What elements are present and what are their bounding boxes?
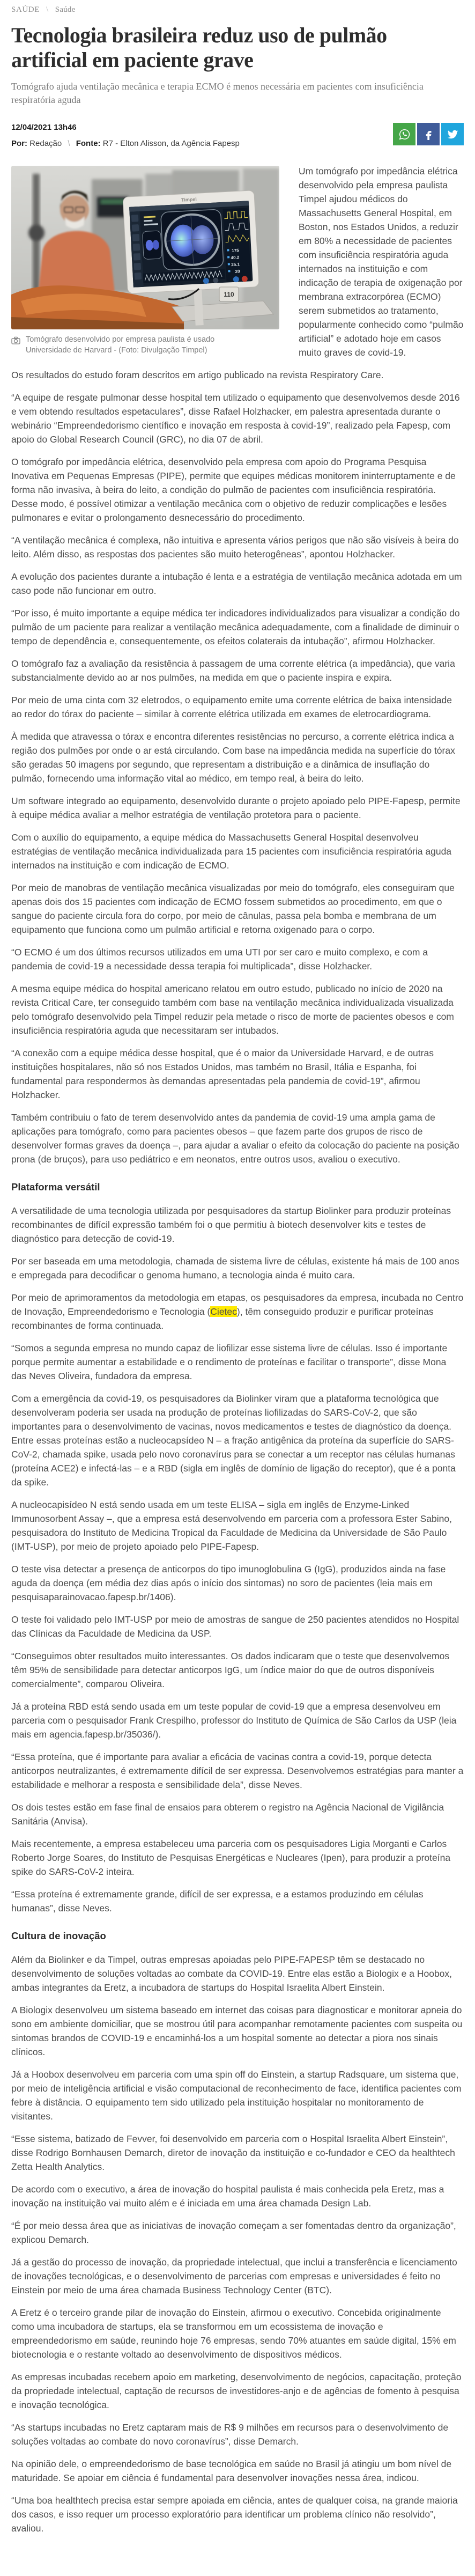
article-paragraph <box>11 2457 464 2485</box>
paragraph-text: “Essa proteína, que é importante para avaliar a eficácia de vacinas contra a covid-19, porque detecta anticorpos neutralizantes, é extremamente difícil de ser expressa. Desenvolvemos estratégias para manter a estabilidade e melhorar a resposta e sensibilidade dela”, disse Neves. <box>11 1751 464 1791</box>
article-paragraph <box>11 2420 464 2448</box>
paragraph-text: Na opinião dele, o empreendedorismo de base tecnológica em saúde no Brasil já atingiu um bom nível de maturidade. Se apoiar em ciência é fundamental para desenvolver inovações nessa área, indicou. <box>11 2459 452 2484</box>
paragraph-text: “Conseguimos obter resultados muito interessantes. Os dados indicaram que o teste que desenvolvemos têm 95% de sensibilidade para detectar anticorpos IgG, um índice maior do que de outros disponíveis comercialmente”, comparou Oliveira. <box>11 1651 450 1690</box>
paragraph-text: As empresas incubadas recebem apoio em marketing, desenvolvimento de negócios, capacitação, proteção da propriedade intelectual, captação de recursos de investidores-anjo e de agências de fomento à pesquisa e inovação tecnológica. <box>11 2372 462 2411</box>
page-title: Tecnologia brasileira reduz uso de pulmão artificial em paciente grave <box>11 23 387 72</box>
article-paragraph <box>11 1649 464 1691</box>
article-paragraph <box>11 2370 464 2412</box>
article-paragraph <box>11 2306 464 2361</box>
paragraph-text: “Uma boa healthtech precisa estar sempre apoiada em ciência, antes de qualquer coisa, na grande maioria dos casos, e isso requer um processo exploratório para identificar um problema clínico não resolvido”, avaliou. <box>11 2495 458 2534</box>
paragraph-text: Um tomógrafo por impedância elétrica desenvolvido pela empresa paulista Timpel ajudou médicos do Massachusetts General Hospital, em Boston, nos Estados Unidos, a reduzir em 80% a necessidade de pacientes com insuficiência respiratória aguda internados na instituição e com indicação de terapia de oxigenação por membrana extracorpórea (ECMO) serem submetidos ao tratamento, popularmente conhecido como “pulmão artificial” e adotado hoje em casos muito graves de covid-19. <box>299 166 464 358</box>
article-paragraph <box>11 570 464 598</box>
share-buttons <box>393 123 464 145</box>
paragraph-text: Além da Biolinker e da Timpel, outras empresas apoiadas pelo PIPE-FAPESP têm se destacado no desenvolvimento de soluções voltadas ao combate da COVID-19. Entre elas estão a Biologix e a Hoobox, ambas integrantes da Eretz, a incubadora de startups do Hospital Israelita Albert Einstein. <box>11 1954 452 1993</box>
machine-label-text: 110 <box>224 291 234 299</box>
article-paragraph <box>11 1498 464 1554</box>
article-paragraph <box>11 1887 464 1915</box>
article-paragraph <box>11 2182 464 2210</box>
paragraph-text: A mesma equipe médica do hospital americano relatou em outro estudo, publicado no início de 2020 na revista Critical Care, ter conseguido também com base na ventilação mecânica individualizada visualizada pelo tomógrafo desenvolvido pela Timpel reduzir pela metade o risco de morte de pacientes obesos e com insuficiência respiratória aguda que necessitaram ser intubados. <box>11 983 454 1036</box>
monitor-reading-1: 175 <box>231 248 239 254</box>
monitor-reading-3: 25.1 <box>231 262 240 268</box>
byline-source: R7 - Elton Alisson, da Agência Fapesp <box>102 139 240 149</box>
paragraph-text: A nucleocapisídeo N está sendo usada em um teste ELISA – sigla em inglês de Enzyme-Linked Immunosorbent Assay –, que a empresa está desenvolvendo em parceria com a professora Ester Sabino, pesquisadora do Instituto de Medicina Tropical da Faculdade de Medicina da Universidade de São Paulo (IMT-USP), por meio de projeto apoiado pelo PIPE-Fapesp. <box>11 1499 452 1552</box>
article-paragraph <box>11 1110 464 1166</box>
paragraph-text: “O ECMO é um dos últimos recursos utilizados em uma UTI por ser caro e muito complexo, e com a pandemia de covid-19 a necessidade dessa terapia foi multiplicada”, disse Holzhacker. <box>11 947 428 972</box>
article-photo <box>11 166 279 329</box>
paragraph-text: Por meio de uma cinta com 32 eletrodos, o equipamento emite uma corrente elétrica de baixa intensidade ao redor do tórax do paciente – similar à corrente elétrica utilizada em exames de eletrocardiograma. <box>11 695 452 720</box>
article-body <box>11 164 464 2544</box>
share-twitter-button[interactable] <box>441 123 464 145</box>
paragraph-text: “A ventilação mecânica é complexa, não intuitiva e apresenta vários perigos que não são visíveis à beira do leito. Além disso, as respostas dos pacientes são muito heterogêneas”, apontou Holzhacker. <box>11 535 459 560</box>
article-paragraph <box>11 1953 464 1994</box>
paragraph-text: O tomógrafo faz a avaliação da resistência à passagem de uma corrente elétrica (a impedância), que varia substancialmente devido ao ar nos pulmões, na medida em que o paciente inspira e expira. <box>11 658 455 683</box>
article-paragraph <box>11 2003 464 2059</box>
camera-icon <box>11 336 20 344</box>
article-paragraph <box>11 1699 464 1741</box>
paragraph-text: O tomógrafo por impedância elétrica, desenvolvido pela empresa com apoio do Programa Pesquisa Inovativa em Pequenas Empresas (PIPE), permite que equipes médicas monitorem ininterruptamente e de forma não invasiva, à beira do leito, a condição do pulmão de pacientes com insuficiência respiratória. Desse modo, é possível otimizar a ventilação mecânica com o objetivo de reduzir complicações e lesões pulmonares e evitar o prolongamento desnecessário do procedimento. <box>11 457 456 524</box>
whatsapp-icon <box>399 129 410 140</box>
article-paragraph <box>11 881 464 937</box>
article-content <box>11 164 464 2535</box>
paragraph-text: A versatilidade de uma tecnologia utilizada por pesquisadores da startup Biolinker para produzir proteínas recombinantes de difícil expressão também foi o que permitiu à biotech desenvolver kits e testes de diagnóstico para detecção de covid-19. <box>11 1205 451 1245</box>
article-paragraph <box>11 391 464 446</box>
paragraph-text: “Somos a segunda empresa no mundo capaz de liofilizar esse sistema livre de células. Isso é importante porque permite aumentar a estabilidade e o rendimento de proteínas e facilitar o transporte”, disse Mona das Neves Oliveira, fundadora da empresa. <box>11 1343 448 1382</box>
paragraph-text: À medida que atravessa o tórax e encontra diferentes resistências no percurso, a corrente elétrica indica a região dos pulmões por onde o ar está circulando. Com base na impedância medida na superfície do tórax são geradas 50 imagens por segundo, que representam a distribuição e a dinâmica de insuflação do pulmão, fornecendo uma informação vital ao médico, em tempo real, à beira do leito. <box>11 731 455 784</box>
article-paragraph <box>11 830 464 872</box>
monitor-reading-2: 40.2 <box>231 255 240 261</box>
share-facebook-button[interactable] <box>417 123 440 145</box>
article-paragraph <box>11 2255 464 2297</box>
byline <box>11 139 240 148</box>
meta-left <box>11 123 240 148</box>
article-figure <box>11 166 279 356</box>
paragraph-text: Por ser baseada em uma metodologia, chamada de sistema livre de células, existente há mais de 100 anos e empregada para decodificar o genoma humano, a tecnologia ainda é muito cara. <box>11 1256 459 1281</box>
paragraph-text: O teste foi validado pelo IMT-USP por meio de amostras de sangue de 250 pacientes atendidos no Hospital das Clínicas da Faculdade de Medicina da USP. <box>11 1614 459 1639</box>
paragraph-text: De acordo com o executivo, a área de inovação do hospital paulista é mais conhecida pela Eretz, mas a inovação na instituição vai muito além e é iniciada em uma área chamada Design Lab. <box>11 2184 444 2209</box>
article-paragraph <box>11 1562 464 1604</box>
paragraph-text: Os dois testes estão em fase final de ensaios para obterem o registro na Agência Nacional de Vigilância Sanitária (Anvisa). <box>11 1802 444 1827</box>
paragraph-text: O teste visa detectar a presença de anticorpos do tipo imunoglobulina G (IgG), produzidos ainda na fase aguda da doença (em média dez dias após o início dos sintomas) no soro de pacientes (leia mais em pesquisaparainovacao.fapesp.br/1406). <box>11 1564 446 1603</box>
paragraph-text: Por meio de aprimoramentos da metodologia em etapas, os pesquisadores da empresa, incubada no Centro de Inovação, Empreendedorismo e Tecnologia ( <box>11 1292 464 1318</box>
article-paragraph <box>11 533 464 561</box>
breadcrumb-subsection[interactable]: Saúde <box>55 5 76 14</box>
article-paragraph <box>11 1204 464 1246</box>
breadcrumb <box>11 5 464 14</box>
section-heading: Cultura de inovação <box>11 1930 106 1942</box>
share-whatsapp-button[interactable] <box>393 123 415 145</box>
article-paragraph <box>11 368 464 382</box>
article-paragraph <box>11 2067 464 2123</box>
byline-por-label: Por: <box>11 139 27 149</box>
paragraph-text: “As startups incubadas no Eretz captaram mais de R$ 9 milhões em recursos para o desenvolvimento de soluções voltadas ao combate do novo coronavírus”, disse Demarch. <box>11 2422 449 2447</box>
article-paragraph <box>11 2132 464 2174</box>
paragraph-text: Por meio de manobras de ventilação mecânica visualizadas por meio do tomógrafo, eles conseguiram que apenas dois dos 15 pacientes com indicação de ECMO fossem submetidos ao procedimento, em que o sangue do paciente circula fora do corpo, por meio de cânulas, passa pela bomba e membrana de um equipamento que funciona como um pulmão artificial e retorna oxigenado para o corpo. <box>11 882 455 936</box>
article-paragraph <box>11 982 464 1037</box>
article-paragraph <box>11 1291 464 1333</box>
byline-fonte-label: Fonte: <box>76 139 101 149</box>
article-paragraph <box>11 606 464 648</box>
article-paragraph <box>11 1837 464 1879</box>
article-paragraph <box>11 1341 464 1383</box>
article-paragraph <box>11 1800 464 1828</box>
article-meta <box>11 123 464 148</box>
paragraph-text: A Biologix desenvolveu um sistema baseado em internet das coisas para diagnosticar e monitorar apneia do sono em ambiente domiciliar, que se mostrou útil para acompanhar remotamente pacientes com suspeita ou sintomas brandos de COVID-19 e encaminhá-los a um hospital somente ao detectar a piora nos sinais clínicos. <box>11 2005 463 2058</box>
paragraph-text: “Por isso, é muito importante a equipe médica ter indicadores individualizados para visualizar a condição do pulmão de um paciente para realizar a ventilação mecânica adequadamente, com a finalidade de diminuir o tempo de dependência e, consequentemente, os efeitos colaterais da intubação”, afirmou Holzhacker. <box>11 608 460 647</box>
photo-caption <box>11 335 253 356</box>
byline-author: Redação <box>29 139 62 149</box>
paragraph-text: A evolução dos pacientes durante a intubação é lenta e a estratégia de ventilação mecânica adotada em um caso pode não funcionar em outro. <box>11 571 462 597</box>
paragraph-text: ), têm conseguido produzir e purificar proteínas recombinantes de forma continuada. <box>11 1306 434 1331</box>
article-paragraph <box>11 1254 464 1282</box>
article-paragraph <box>11 794 464 822</box>
article-paragraph <box>11 693 464 721</box>
monitor-brand-label: Timpel <box>181 196 197 203</box>
paragraph-text: Mais recentemente, a empresa estabeleceu uma parceria com os pesquisadores Ligia Morganti e Carlos Roberto Jorge Soares, do Instituto de Pesquisas Energéticas e Nucleares (Ipen), para produzir a proteína spike do SARS-CoV-2 inteira. <box>11 1838 451 1878</box>
article-paragraph <box>11 730 464 785</box>
article-paragraph <box>11 1392 464 1489</box>
paragraph-text: Um software integrado ao equipamento, desenvolvido durante o projeto apoiado pelo PIPE-Fapesp, permite à equipe médica avaliar a melhor estratégia de ventilação protetora para o paciente. <box>11 796 461 821</box>
facebook-icon <box>423 129 434 140</box>
paragraph-text: Também contribuiu o fato de terem desenvolvido antes da pandemia de covid-19 uma ampla gama de aplicações para tomógrafo, como para pacientes obesos – que fazem parte dos grupos de risco de desenvolver formas graves da doença –, para ajudar a avaliar o efeito da colocação do paciente na posição prona (de bruços), para uso pediátrico e em neonatos, entre outros usos, avaliou o executivo. <box>11 1112 459 1165</box>
breadcrumb-separator: \ <box>46 5 49 14</box>
paragraph-text: “É por meio dessa área que as iniciativas de inovação começam a ser fomentadas dentro da organização”, explicou Demarch. <box>11 2220 456 2246</box>
paragraph-text: Os resultados do estudo foram descritos em artigo publicado na revista Respiratory Care. <box>11 370 384 381</box>
article-paragraph <box>11 2219 464 2247</box>
article-paragraph <box>11 945 464 973</box>
photo-caption-text: Tomógrafo desenvolvido por empresa paulista é usado Universidade de Harvard - (Foto: Divulgação Timpel) <box>26 335 215 355</box>
paragraph-text: “Esse sistema, batizado de Fevver, foi desenvolvido em parceria com o Hospital Israelita Albert Einstein”, disse Rodrigo Bornhausen Demarch, diretor de inovação da instituição e co-fundador e CEO da healthtech Zetta Health Analytics. <box>11 2133 455 2173</box>
paragraph-text: Com a emergência da covid-19, os pesquisadores da Biolinker viram que a plataforma tecnológica que desenvolveram poderia ser usada na produção de proteínas liofilizadas do SARS-CoV-2, que são importantes para o desenvolvimento de vacinas, novos medicamentos e testes de diagnóstico da doença. Entre essas proteínas estão a nucleocapsídeo N – a fração antigênica da proteína da superfície do SARS-CoV-2, chamada spike, usada pelo novo coronavírus para se conectar a um receptor nas células humanas (proteína ACE2) e infectá-las – e a RBD (sigla em inglês de domínio de ligação do receptor), que é a ponta da spike. <box>11 1393 456 1488</box>
article-subtitle: Tomógrafo ajuda ventilação mecânica e terapia ECMO é menos necessária em pacientes com insuficiência respiratória aguda <box>11 81 424 106</box>
article-paragraph <box>11 2493 464 2535</box>
paragraph-text: “A conexão com a equipe médica desse hospital, que é o maior da Universidade Harvard, e de outras instituições hospitalares, não só nos Estados Unidos, mas também no Brasil, Itália e Espanha, foi fundamental para respondermos às demandas apresentadas pela pandemia de covid-19”, afirmou Holzhacker. <box>11 1048 434 1101</box>
paragraph-text: A Eretz é o terceiro grande pilar de inovação do Einstein, afirmou o executivo. Concebida originalmente como uma incubadora de startups, ela se transformou em um ecossistema de inovação e empreendedorismo em saúde, reunindo hoje 76 empresas, sendo 70% atuantes em saúde digital, 15% em biotecnologia e o restante voltado ao desenvolvimento de dispositivos médicos. <box>11 2307 456 2360</box>
paragraph-text: Já a gestão do processo de inovação, da propriedade intelectual, que inclui a transferência e licenciamento de inovações tecnológicas, e o desenvolvimento de parcerias com empresas e universidades é feito no Einstein por meio de uma área chamada Business Technology Center (BTC). <box>11 2257 457 2296</box>
byline-separator: \ <box>68 139 70 149</box>
article-paragraph <box>11 1046 464 1102</box>
paragraph-text: “Essa proteína é extremamente grande, difícil de ser expressa, e a estamos produzindo em células humanas”, disse Neves. <box>11 1889 424 1914</box>
highlighted-text: Cietec <box>210 1306 237 1318</box>
article-paragraph <box>11 1750 464 1792</box>
article-paragraph <box>11 657 464 685</box>
section-heading: Plataforma versátil <box>11 1181 100 1193</box>
article-paragraph <box>11 1613 464 1640</box>
paragraph-text: Já a Hoobox desenvolveu em parceria com uma spin off do Einstein, a startup Radsquare, um sistema que, por meio de inteligência artificial e visão computacional de reconhecimento de face, identifica pacientes com febre à distância. O equipamento tem sido utilizado pela instituição hospitalar no monitoramento de visitantes. <box>11 2069 462 2122</box>
twitter-icon <box>447 129 458 140</box>
publish-date: 12/04/2021 13h46 <box>11 123 77 133</box>
breadcrumb-section[interactable]: SAÚDE <box>11 5 40 14</box>
monitor-reading-4: 20 <box>235 269 240 275</box>
article-paragraph <box>11 455 464 525</box>
paragraph-text: Já a proteína RBD está sendo usada em um teste popular de covid-19 que a empresa desenvolveu em parceria com o pesquisador Frank Crespilho, professor do Instituto de Química de São Carlos da USP (leia mais em agencia.fapesp.br/35036/). <box>11 1701 457 1740</box>
paragraph-text: “A equipe de resgate pulmonar desse hospital tem utilizado o equipamento que desenvolvemos desde 2016 e vem obtendo resultados espetaculares”, disse Rafael Holzhacker, em palestra apresentada durante o webinário “Empreendedorismo científico e inovação em resposta à covid-19”, realizado pela Fapesp, com apoio do Global Research Council (GRC), no dia 07 de abril. <box>11 392 460 445</box>
paragraph-text: Com o auxílio do equipamento, a equipe médica do Massachusetts General Hospital desenvolveu estratégias de ventilação mecânica individualizada para 15 pacientes com insuficiência respiratória aguda internados na instituição e com indicação de ECMO. <box>11 832 452 871</box>
